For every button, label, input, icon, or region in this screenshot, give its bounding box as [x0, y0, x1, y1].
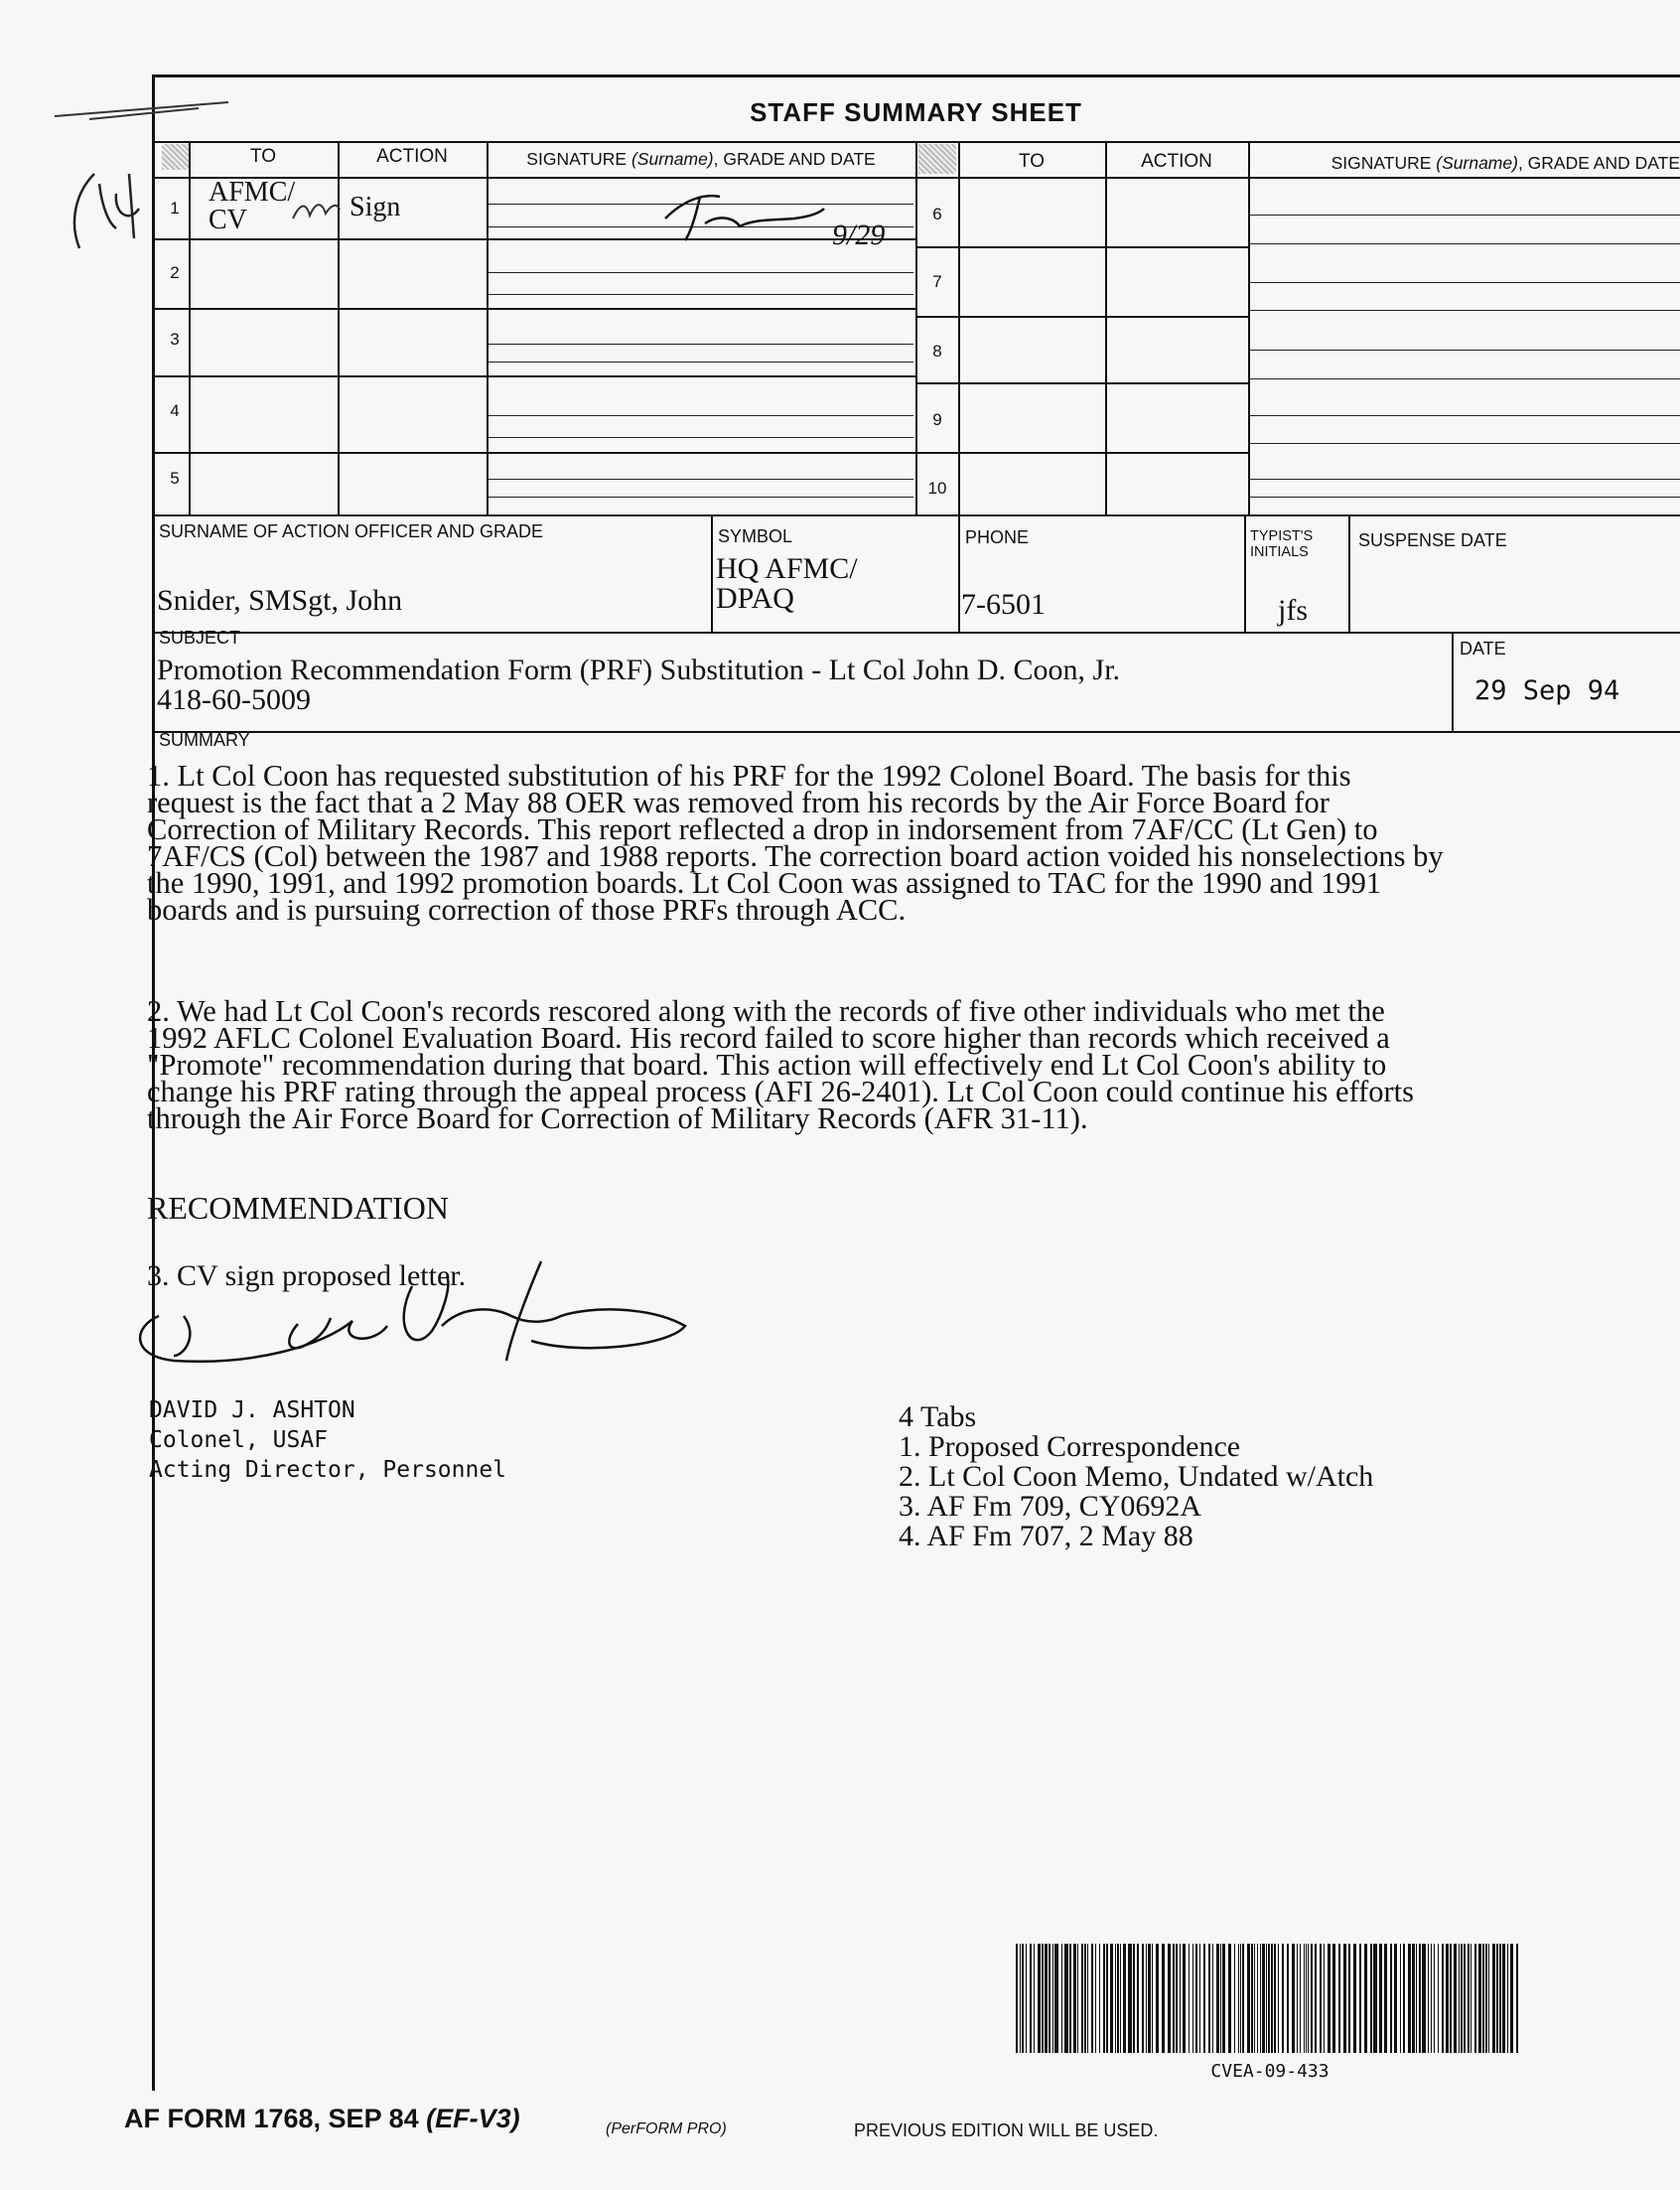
- col-line: [189, 141, 191, 514]
- initials-mark: [288, 194, 343, 228]
- header-to-right: TO: [1018, 151, 1046, 172]
- row-number: 4: [170, 401, 180, 420]
- row-line: [916, 452, 1249, 454]
- typist-value: jfs: [1278, 594, 1308, 627]
- sig-line: [1249, 215, 1680, 216]
- row-line: [152, 308, 916, 310]
- typist-label: TYPIST'S INITIALS: [1250, 528, 1314, 560]
- row-line: [152, 375, 916, 377]
- summary-line: 2. We had Lt Col Coon's records rescored along with the records of five other individuals who met the: [147, 994, 1385, 1028]
- header-signature-right: SIGNATURE (Surname), GRADE AND DATE: [1330, 153, 1680, 173]
- sig-line: [1249, 415, 1680, 416]
- row-number: 3: [170, 330, 180, 349]
- date-value: 29 Sep 94: [1474, 675, 1620, 706]
- thompson-signature: [645, 179, 834, 253]
- officer-value: Snider, SMSgt, John: [157, 584, 403, 617]
- row-number: 6: [932, 205, 942, 223]
- row1-action: Sign: [350, 192, 401, 222]
- suspense-label: SUSPENSE DATE: [1358, 530, 1507, 550]
- sig-line: [1249, 282, 1680, 283]
- sig-line: [489, 294, 913, 295]
- signer-rank: Colonel, USAF: [149, 1427, 329, 1453]
- officer-label: SURNAME OF ACTION OFFICER AND GRADE: [159, 521, 544, 541]
- summary-label: SUMMARY: [159, 730, 250, 750]
- summary-line: through the Air Force Board for Correction of Military Records (AFR 31-11).: [147, 1101, 1088, 1135]
- subject-text: Promotion Recommendation Form (PRF) Substitution - Lt Col John D. Coon, Jr. 418-60-5009: [157, 654, 1121, 716]
- row-line: [152, 452, 916, 454]
- previous-edition: PREVIOUS EDITION WILL BE USED.: [854, 2120, 1159, 2140]
- summary-line: 1. Lt Col Coon has requested substitution of his PRF for the 1992 Colonel Board. The basis for this: [147, 759, 1351, 793]
- sig-line: [1249, 378, 1680, 379]
- summary-line: "Promote" recommendation during that board. This action will effectively end Lt Col Coon's ability to: [147, 1048, 1387, 1082]
- margin-handwriting: [55, 154, 164, 273]
- row-number: 8: [932, 342, 942, 361]
- margin-pen-mark: [50, 94, 238, 134]
- phone-value: 7-6501: [961, 588, 1046, 621]
- header-to-left: TO: [249, 146, 277, 167]
- summary-line: the 1990, 1991, and 1992 promotion boards. Lt Col Coon was assigned to TAC for the 1990 and 1991: [147, 866, 1382, 900]
- sig-line: [1249, 243, 1680, 244]
- header-action-right: ACTION: [1141, 151, 1212, 172]
- subject-bottom-line: [152, 731, 1680, 733]
- summary-line: 7AF/CS (Col) between the 1987 and 1988 reports. The correction board action voided his nonselections by: [147, 839, 1444, 873]
- sig-line: [489, 362, 913, 363]
- barcode: [1016, 1944, 1524, 2053]
- row-line: [916, 316, 1249, 318]
- header-signature-left: SIGNATURE (Surname), GRADE AND DATE: [526, 149, 876, 169]
- col-line: [1244, 514, 1246, 632]
- sig-line: [489, 344, 913, 345]
- row-number: 9: [932, 410, 942, 429]
- ashton-signature: [114, 1246, 710, 1376]
- sig-line: [1249, 479, 1680, 480]
- summary-paragraph-1: [147, 759, 1676, 927]
- form-id: AF FORM 1768, SEP 84 (EF-V3): [124, 2104, 520, 2133]
- phone-label: PHONE: [965, 527, 1030, 547]
- row-line: [916, 382, 1249, 384]
- summary-line: boards and is pursuing correction of those PRFs through ACC.: [147, 893, 907, 927]
- subject-label: SUBJECT: [159, 628, 241, 648]
- col-line: [1452, 632, 1454, 731]
- header-action-left: ACTION: [376, 146, 448, 167]
- tab-item: 3. AF Fm 709, CY0692A: [899, 1490, 1202, 1523]
- col-line: [958, 514, 960, 632]
- sig-line: [489, 415, 913, 416]
- tab-item: 2. Lt Col Coon Memo, Undated w/Atch: [899, 1460, 1374, 1493]
- sig-line: [1249, 310, 1680, 311]
- date-label: DATE: [1460, 639, 1506, 658]
- shaded-cell: [162, 144, 189, 170]
- tabs-heading: 4 Tabs: [899, 1400, 977, 1433]
- row-number: 10: [927, 479, 947, 498]
- sig-line: [489, 437, 913, 438]
- signer-name: DAVID J. ASHTON: [149, 1397, 355, 1423]
- row-line: [916, 246, 1249, 248]
- symbol-label: SYMBOL: [718, 526, 793, 546]
- row1-to: AFMC/ CV: [209, 177, 296, 235]
- shaded-cell: [918, 144, 956, 174]
- sig-line: [1249, 350, 1680, 351]
- col-line: [487, 141, 489, 514]
- summary-line: 1992 AFLC Colonel Evaluation Board. His record failed to score higher than records which received a: [147, 1021, 1390, 1055]
- summary-paragraph-2: [147, 994, 1676, 1135]
- form-title: STAFF SUMMARY SHEET: [750, 97, 1082, 127]
- summary-line: request is the fact that a 2 May 88 OER was removed from his records by the Air Force Board for: [147, 786, 1330, 819]
- row-number: 5: [170, 469, 180, 488]
- row-number: 7: [932, 272, 942, 291]
- sig-line: [1249, 497, 1680, 498]
- perform-label: (PerFORM PRO): [606, 2120, 727, 2137]
- sig-line: [489, 272, 913, 273]
- signer-block: [149, 1395, 506, 1485]
- recommendation-text: 3. CV sign proposed letter.: [147, 1259, 467, 1292]
- tab-item: 4. AF Fm 707, 2 May 88: [899, 1520, 1193, 1552]
- row-number: 1: [170, 199, 180, 218]
- col-line: [1105, 141, 1107, 514]
- tab-item: 1. Proposed Correspondence: [899, 1430, 1241, 1463]
- symbol-value: HQ AFMC/ DPAQ: [716, 552, 858, 615]
- col-line: [1248, 141, 1250, 514]
- col-line: [1348, 514, 1350, 632]
- col-line: [711, 514, 713, 632]
- sig-line: [1249, 443, 1680, 444]
- col-line: [915, 141, 917, 514]
- sig-line: [489, 479, 913, 480]
- row-number: 2: [170, 263, 180, 282]
- tabs-block: [899, 1402, 1373, 1551]
- barcode-text: CVEA-09-433: [1210, 2061, 1330, 2082]
- sig-line: [489, 497, 913, 498]
- summary-line: Correction of Military Records. This report reflected a drop in indorsement from 7AF/CC (Lt Gen) to: [147, 812, 1378, 846]
- summary-line: change his PRF rating through the appeal process (AFI 26-2401). Lt Col Coon could continue his efforts: [147, 1075, 1414, 1108]
- col-line: [958, 141, 960, 514]
- routing-bottom-line: [152, 514, 1680, 516]
- row1-signature-date: 9/29: [832, 219, 886, 251]
- signer-title: Acting Director, Personnel: [149, 1457, 507, 1483]
- recommendation-heading: RECOMMENDATION: [147, 1190, 449, 1226]
